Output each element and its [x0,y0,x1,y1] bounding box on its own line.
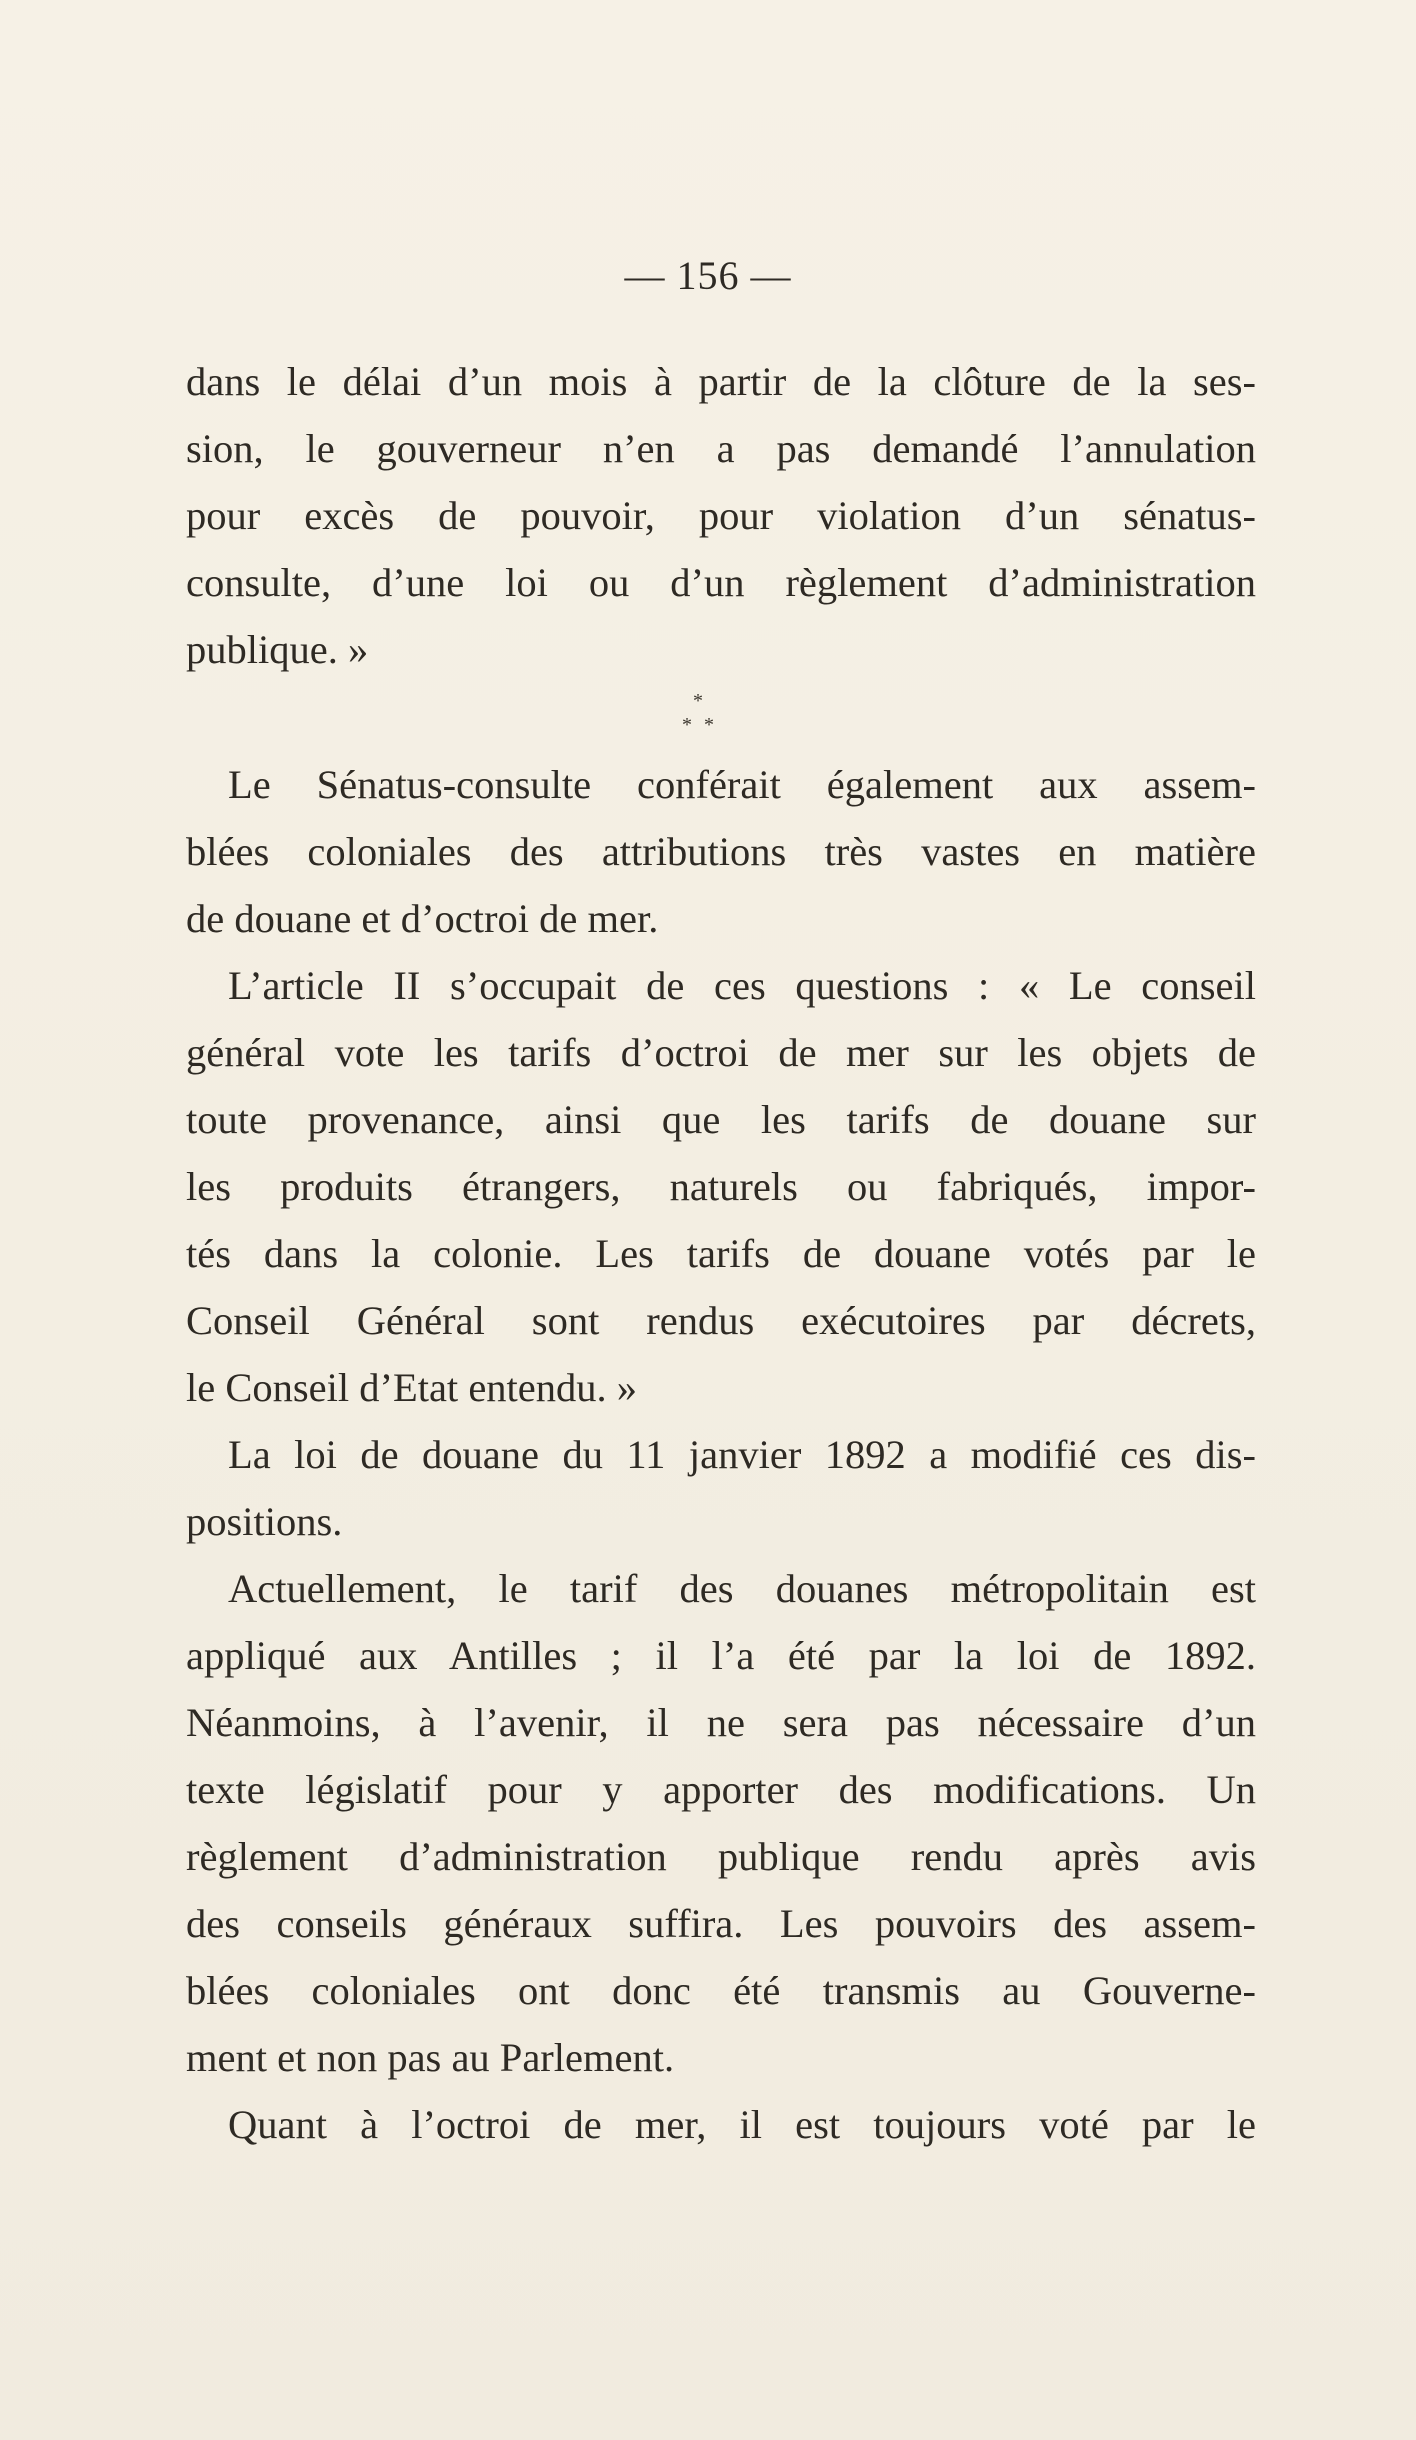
text-line: de douane et d’octroi de mer. [186,896,659,941]
text-line: blées coloniales des attributions très vastes en matière [186,829,1256,874]
text-line: publique. » [186,627,369,672]
text-line: dans le délai d’un mois à partir de la clôture de la ses- [186,359,1256,404]
asterisk-icon: * [682,714,692,736]
text-line: blées coloniales ont donc été transmis au Gouverne- [186,1968,1256,2013]
asterism-separator [186,683,1256,751]
text-line: consulte, d’une loi ou d’un règlement d’administration [186,560,1256,605]
text-line: le Conseil d’Etat entendu. » [186,1365,638,1410]
text-line: tés dans la colonie. Les tarifs de douane votés par le [186,1231,1256,1276]
text-line: Actuellement, le tarif des douanes métropolitain est [228,1566,1256,1611]
text-line: texte législatif pour y apporter des modifications. Un [186,1767,1256,1812]
text-line: Néanmoins, à l’avenir, il ne sera pas nécessaire d’un [186,1700,1256,1745]
text-line: appliqué aux Antilles ; il l’a été par la loi de 1892. [186,1633,1256,1678]
text-line: des conseils généraux suffira. Les pouvoirs des assem- [186,1901,1256,1946]
body-text [186,348,1256,2158]
text-line: ment et non pas au Parlement. [186,2035,675,2080]
text-line: La loi de douane du 11 janvier 1892 a modifié ces dis- [228,1432,1256,1477]
paragraph-6 [186,2091,1256,2158]
text-line: général vote les tarifs d’octroi de mer sur les objets de [186,1030,1256,1075]
paragraph-5 [186,1555,1256,2091]
asterisk-icon: * [704,714,714,736]
text-line: Le Sénatus-consulte conférait également aux assem- [228,762,1256,807]
text-line: L’article II s’occupait de ces questions : « Le conseil [228,963,1256,1008]
text-line: les produits étrangers, naturels ou fabriqués, impor- [186,1164,1256,1209]
text-line: toute provenance, ainsi que les tarifs de douane sur [186,1097,1256,1142]
paragraph-1 [186,348,1256,683]
text-line: règlement d’administration publique rendu après avis [186,1834,1256,1879]
text-line: pour excès de pouvoir, pour violation d’un sénatus- [186,493,1256,538]
text-line: Conseil Général sont rendus exécutoires par décrets, [186,1298,1256,1343]
asterisk-icon: * [693,690,703,712]
text-line: positions. [186,1499,343,1544]
text-line: Quant à l’octroi de mer, il est toujours voté par le [228,2102,1256,2147]
text-line: sion, le gouverneur n’en a pas demandé l’annulation [186,426,1256,471]
page-number: — 156 — [624,253,792,298]
paragraph-3 [186,952,1256,1421]
paragraph-2 [186,751,1256,952]
paragraph-4 [186,1421,1256,1555]
